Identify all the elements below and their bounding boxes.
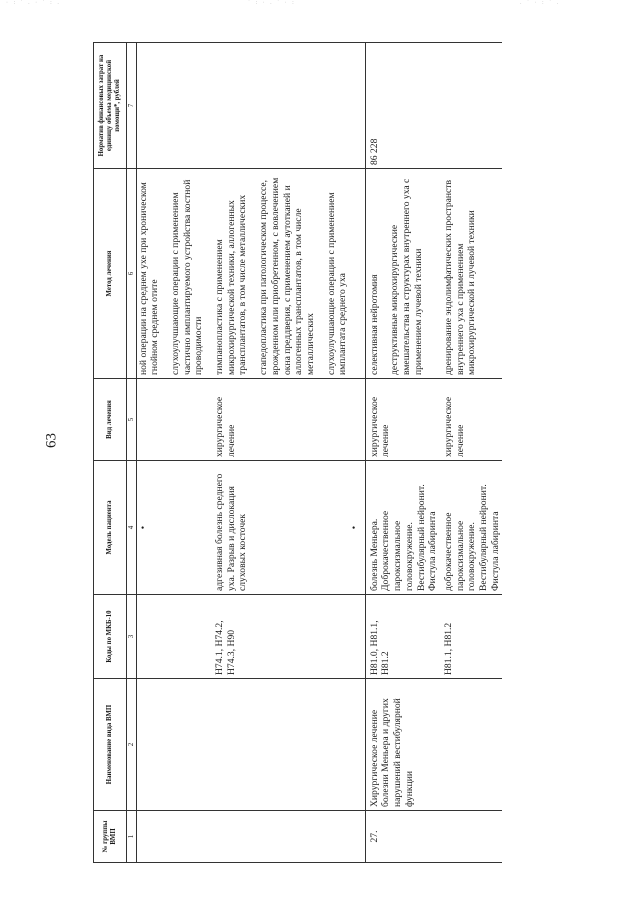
col-number: 6 bbox=[127, 169, 137, 379]
patient-cell: • bbox=[349, 461, 365, 595]
cost-cell bbox=[205, 43, 349, 169]
icd-cell: H74.1, H74.2, H74.3, H90 bbox=[205, 595, 349, 679]
table-row bbox=[136, 43, 205, 863]
col-header-cost: Норматив финансовых затрат на единицу объема медицинской помощи*, рублей bbox=[94, 43, 127, 169]
vmp-name-cell bbox=[136, 679, 205, 811]
methods-cell bbox=[365, 169, 439, 379]
patient-cell: • bbox=[136, 461, 205, 595]
methods-cell bbox=[439, 169, 502, 379]
col-header-treatment: Вид лечения bbox=[94, 379, 127, 461]
scan-noise: · : ˙ . · ˙ : . bbox=[6, 0, 61, 6]
treatment-cell: хирургическое лечение bbox=[365, 379, 439, 461]
method-item: слухоулучшающие операции с применением имплантата среднего уха bbox=[325, 192, 349, 375]
vmp-name-cell bbox=[439, 679, 502, 811]
group-cell: 27. bbox=[365, 811, 439, 863]
col-header-patient: Модель пациента bbox=[94, 461, 127, 595]
method-item: деструктивные микрохирургические вмешательства на структурах внутреннего уха с применением лучевой техники bbox=[389, 178, 424, 375]
table-row bbox=[439, 43, 502, 863]
patient-cell: доброкачественное пароксизмальное головокружение. Вестибулярный нейронит. Фистула лабиринта bbox=[439, 461, 502, 595]
icd-cell: H81.1, H81.2 bbox=[439, 595, 502, 679]
table-row bbox=[365, 43, 439, 863]
group-cell bbox=[205, 811, 349, 863]
col-header-vmp-name: Наименование вида ВМП bbox=[94, 679, 127, 811]
col-number: 7 bbox=[127, 43, 137, 169]
treatment-cell: хирургическое лечение bbox=[439, 379, 502, 461]
method-item: дренирование эндолимфатических пространств внутреннего уха с применением микрохирургической и лучевой техники bbox=[443, 179, 478, 375]
scan-noise: . ˙ · : ˙ . bbox=[520, 0, 561, 6]
vmp-name-cell: Хирургическое лечение болезни Меньера и других нарушений вестибулярной функции bbox=[365, 679, 439, 811]
col-number: 1 bbox=[127, 811, 137, 863]
vmp-table bbox=[93, 42, 502, 863]
col-number: 2 bbox=[127, 679, 137, 811]
cost-cell bbox=[439, 43, 502, 169]
table-row bbox=[205, 43, 349, 863]
group-cell bbox=[136, 811, 205, 863]
table-row bbox=[349, 43, 365, 863]
method-item: тимпанопластика с применением микрохирургической техники, аллогенных трансплантатов, в том числе металлических bbox=[214, 194, 249, 375]
col-number: 4 bbox=[127, 461, 137, 595]
scan-noise: ˙ : · . ˙ · : bbox=[248, 0, 296, 6]
method-item: слухоулучшающие операции с применением частично имплантируемого устройства костной проводимости bbox=[169, 179, 205, 375]
group-cell bbox=[439, 811, 502, 863]
col-header-group: № группы ВМП bbox=[94, 811, 127, 863]
methods-cell bbox=[205, 169, 349, 379]
cost-cell: 86 228 bbox=[365, 43, 439, 169]
col-number: 5 bbox=[127, 379, 137, 461]
vmp-name-cell bbox=[205, 679, 349, 811]
icd-cell bbox=[136, 595, 205, 679]
col-header-icd: Коды по МКБ-10 bbox=[94, 595, 127, 679]
methods-cell bbox=[136, 169, 205, 379]
method-item: селективная нейротомия bbox=[368, 274, 380, 375]
col-header-method: Метод лечения bbox=[94, 169, 127, 379]
treatment-cell: хирургическое лечение bbox=[205, 379, 349, 461]
icd-cell: H81.0, H81.1, H81.2 bbox=[365, 595, 439, 679]
col-number: 3 bbox=[127, 595, 137, 679]
method-item: ной операции на среднем ухе при хроническом гнойном среднем отите bbox=[137, 182, 161, 375]
patient-cell: адгезивная болезнь среднего уха. Разрыв и дислокация слуховых косточек bbox=[205, 461, 349, 595]
rotated-table-sheet bbox=[93, 43, 640, 863]
page-number: 63 bbox=[43, 433, 60, 448]
cost-cell bbox=[136, 43, 205, 169]
patient-cell: болезнь Меньера. Доброкачественное пароксизмальное головокружение. Вестибулярный нейронит. Фистула лабиринта bbox=[365, 461, 439, 595]
method-item: стапедопластика при патологическом процессе, врожденном или приобретенном, с вовлечением окна преддверия, с применением аутотканей и аллогенных трансплантатов, в том числе металлических bbox=[258, 177, 316, 375]
treatment-cell bbox=[136, 379, 205, 461]
